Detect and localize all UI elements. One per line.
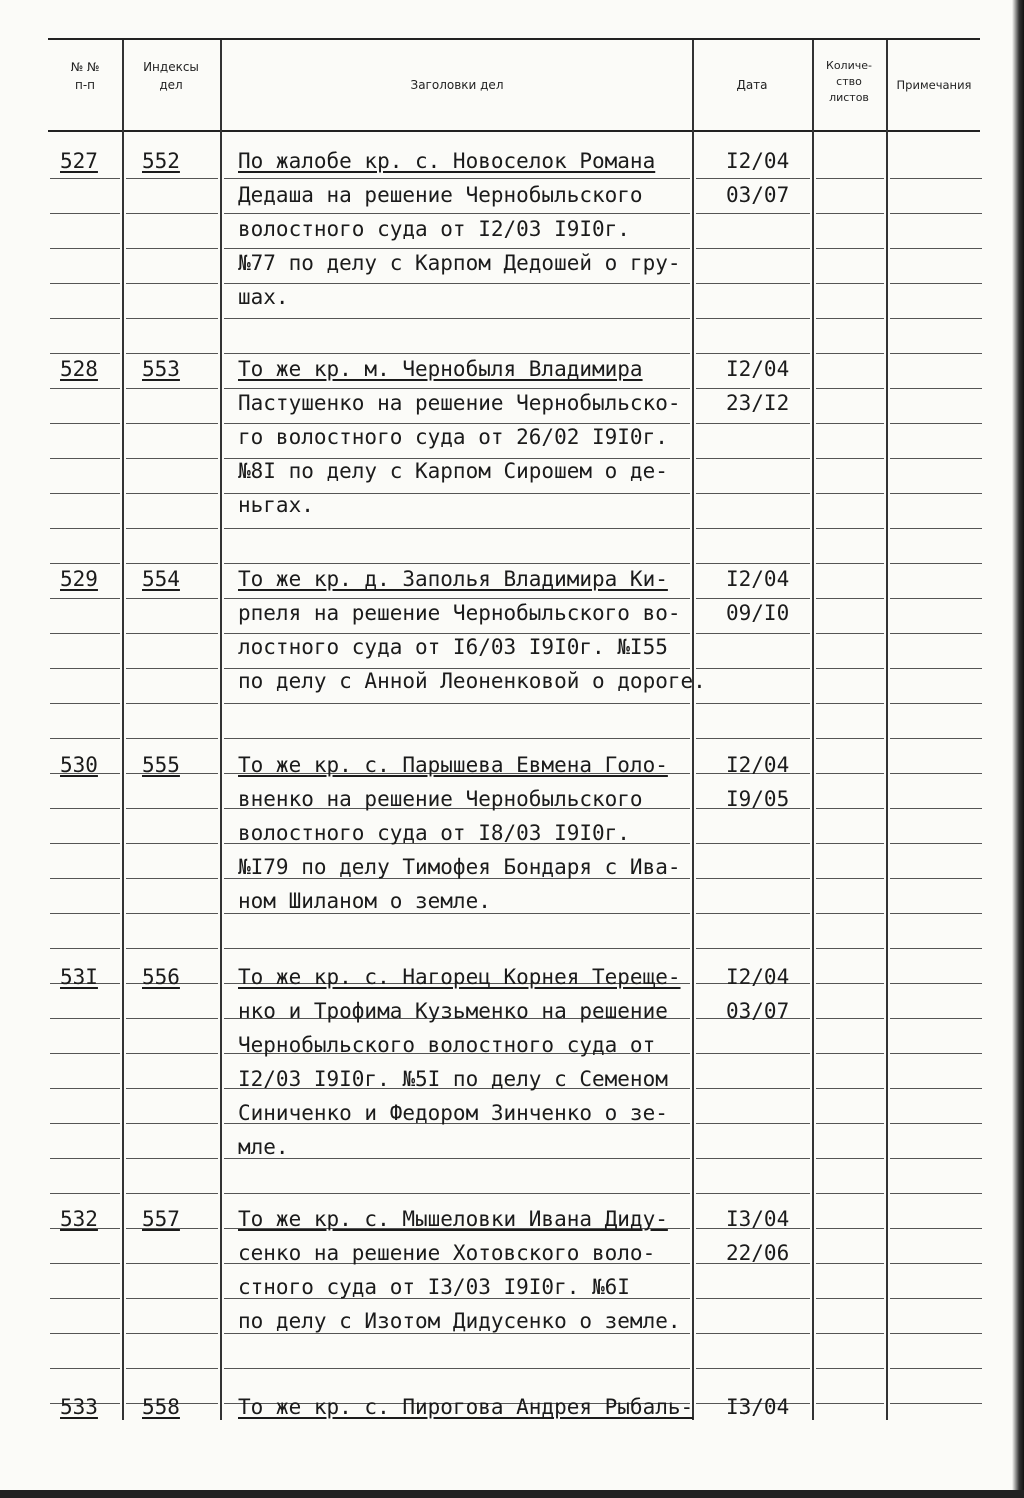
ruled-line [816, 283, 884, 284]
header-index-line2: дел [159, 78, 183, 92]
ruled-line [816, 598, 884, 599]
ruled-line [224, 703, 690, 704]
ruled-line [816, 318, 884, 319]
ruled-line [126, 1333, 218, 1334]
entry-date: 22/06 [726, 1241, 790, 1265]
ruled-line [126, 423, 218, 424]
entry-title-line: То же кр. м. Чернобыля Владимира [238, 357, 643, 381]
ruled-line [224, 178, 690, 179]
ruled-line [50, 913, 120, 914]
ruled-line [126, 598, 218, 599]
ruled-line [890, 388, 982, 389]
ruled-line [50, 178, 120, 179]
ruled-line [126, 1298, 218, 1299]
ruled-line [224, 1193, 690, 1194]
ruled-line [890, 458, 982, 459]
ruled-line [126, 913, 218, 914]
ruled-line [816, 1123, 884, 1124]
column-divider [122, 40, 124, 1420]
header-date: Дата [736, 78, 768, 92]
ruled-line [816, 178, 884, 179]
ruled-line [696, 1123, 810, 1124]
ruled-line [126, 528, 218, 529]
entry-title-line: №I79 по делу Тимофея Бондаря с Ива- [238, 855, 681, 879]
ruled-line [816, 528, 884, 529]
ruled-line [224, 948, 690, 949]
ruled-line [50, 423, 120, 424]
ruled-line [224, 738, 690, 739]
ruled-line [816, 563, 884, 564]
header-count-line3: листов [829, 91, 869, 104]
ruled-line [890, 1333, 982, 1334]
ruled-line [50, 1298, 120, 1299]
ruled-line [696, 948, 810, 949]
ruled-line [50, 1053, 120, 1054]
column-divider [220, 40, 222, 1420]
ruled-line [816, 388, 884, 389]
entry-title-line: По жалобе кр. с. Новоселок Романа [238, 149, 656, 173]
entry-index: 555 [142, 753, 180, 777]
ruled-line [890, 563, 982, 564]
ruled-line [126, 1018, 218, 1019]
ruled-line [890, 668, 982, 669]
ruled-line [50, 633, 120, 634]
entry-title-line: То же кр. с. Парышева Евмена Голо- [238, 753, 668, 777]
ruled-line [126, 1368, 218, 1369]
ruled-line [890, 1018, 982, 1019]
entry-title-line: То же кр. с. Пирогова Андрея Рыбаль- [238, 1395, 694, 1419]
entry-title-line: Дедаша на решение Чернобыльского [238, 183, 643, 207]
ruled-line [224, 528, 690, 529]
ruled-line [126, 948, 218, 949]
ruled-line [816, 1158, 884, 1159]
header-number [52, 58, 118, 94]
ruled-line [126, 388, 218, 389]
ruled-line [816, 353, 884, 354]
ruled-line [126, 668, 218, 669]
ruled-line [890, 1088, 982, 1089]
entry-title-line: рпеля на решение Чернобыльского во- [238, 601, 681, 625]
ruled-line [126, 178, 218, 179]
ruled-line [816, 773, 884, 774]
entry-index: 557 [142, 1207, 180, 1231]
ruled-line [50, 738, 120, 739]
entry-title-line: волостного суда от I2/03 I9I0г. [238, 217, 630, 241]
ruled-line [126, 1053, 218, 1054]
ruled-line [816, 458, 884, 459]
ruled-line [696, 1053, 810, 1054]
ruled-line [816, 1298, 884, 1299]
ruled-line [890, 353, 982, 354]
entry-date: 03/07 [726, 183, 790, 207]
ruled-line [890, 633, 982, 634]
header-count-line1: Количе- [826, 59, 872, 72]
ruled-line [890, 493, 982, 494]
ruled-line [126, 283, 218, 284]
entry-title-line: мле. [238, 1135, 289, 1159]
entry-title-line: лостного суда от I6/03 I9I0г. №I55 [238, 635, 668, 659]
entry-title-line: №77 по делу с Карпом Дедошей о гру- [238, 251, 681, 275]
ruled-line [890, 1403, 982, 1404]
entry-title-line: ньгах. [238, 493, 314, 517]
ruled-line [816, 843, 884, 844]
column-divider [886, 40, 888, 1420]
ruled-line [890, 1193, 982, 1194]
ruled-line [224, 1158, 690, 1159]
ruled-line [890, 913, 982, 914]
ruled-line [224, 318, 690, 319]
ruled-line [126, 703, 218, 704]
ruled-line [890, 703, 982, 704]
entry-number: 532 [60, 1207, 98, 1231]
entry-title-line: вненко на решение Чернобыльского [238, 787, 643, 811]
entry-title-line: То же кр. с. Мышеловки Ивана Дидy- [238, 1207, 668, 1231]
header-sheet-count [812, 58, 886, 106]
ruled-line [50, 878, 120, 879]
ruled-line [126, 1123, 218, 1124]
entry-date: 23/I2 [726, 391, 790, 415]
ruled-line [50, 1088, 120, 1089]
header-index-line1: Индексы [143, 60, 199, 74]
ruled-line [890, 1298, 982, 1299]
ruled-line [50, 1368, 120, 1369]
ruled-line [816, 1403, 884, 1404]
ruled-line [126, 1193, 218, 1194]
ruled-line [126, 248, 218, 249]
ruled-line [696, 1088, 810, 1089]
entry-index: 554 [142, 567, 180, 591]
ruled-line [126, 1158, 218, 1159]
entry-date: 09/I0 [726, 601, 790, 625]
header-top-rule [48, 38, 980, 40]
entry-number: 530 [60, 753, 98, 777]
ruled-line [816, 948, 884, 949]
ruled-line [890, 773, 982, 774]
ruled-line [816, 668, 884, 669]
ruled-line [50, 213, 120, 214]
ruled-line [816, 633, 884, 634]
ruled-line [224, 1368, 690, 1369]
ruled-line [696, 528, 810, 529]
ruled-line [890, 1368, 982, 1369]
ruled-line [890, 423, 982, 424]
ruled-line [816, 1053, 884, 1054]
entry-title-line: волостного суда от I8/03 I9I0г. [238, 821, 630, 845]
entry-title-line: нко и Трофима Кузьменко на решение [238, 999, 668, 1023]
entry-index: 558 [142, 1395, 180, 1419]
entry-number: 528 [60, 357, 98, 381]
header-index [124, 58, 218, 94]
ruled-line [696, 878, 810, 879]
entry-date: I9/05 [726, 787, 790, 811]
entry-date: I3/04 [726, 1207, 790, 1231]
entry-date: I3/04 [726, 1395, 790, 1419]
ruled-line [50, 388, 120, 389]
entry-number: 533 [60, 1395, 98, 1419]
header-count-line2: ство [836, 75, 862, 88]
ruled-line [816, 808, 884, 809]
ruled-line [816, 913, 884, 914]
ruled-line [50, 528, 120, 529]
entry-title-line: шах. [238, 285, 289, 309]
ruled-line [696, 633, 810, 634]
entry-title-line: №8I по делу с Карпом Сирошем о де- [238, 459, 668, 483]
header-bottom-rule [48, 130, 980, 132]
entry-title-line: го волостного суда от 26/02 I9I0г. [238, 425, 668, 449]
scan-edge-right [1012, 0, 1024, 1498]
entry-date: I2/04 [726, 567, 790, 591]
ruled-line [50, 668, 120, 669]
ruled-line [696, 423, 810, 424]
ruled-line [816, 703, 884, 704]
ruled-line [224, 283, 690, 284]
header-notes: Примечания [896, 78, 972, 92]
ruled-line [890, 1053, 982, 1054]
ruled-line [126, 318, 218, 319]
ruled-line [696, 1298, 810, 1299]
ruled-line [696, 248, 810, 249]
ruled-line [696, 913, 810, 914]
entry-title-line: То же кр. д. Заполья Владимира Ки- [238, 567, 668, 591]
ruled-line [890, 178, 982, 179]
ruled-line [50, 318, 120, 319]
entry-date: I2/04 [726, 753, 790, 777]
entry-number: 527 [60, 149, 98, 173]
ruled-line [126, 493, 218, 494]
ruled-line [816, 213, 884, 214]
ruled-line [816, 248, 884, 249]
entry-title-line: Пастушенко на решение Чернобыльско- [238, 391, 681, 415]
entry-date: I2/04 [726, 357, 790, 381]
header-number-line1: № № [70, 60, 100, 74]
ruled-line [890, 843, 982, 844]
ruled-line [816, 1368, 884, 1369]
ruled-line [126, 1088, 218, 1089]
ruled-line [50, 1193, 120, 1194]
ruled-line [50, 808, 120, 809]
ruled-line [816, 1228, 884, 1229]
ruled-line [890, 983, 982, 984]
ruled-line [50, 458, 120, 459]
ruled-line [890, 528, 982, 529]
ruled-line [696, 318, 810, 319]
ruled-line [50, 1158, 120, 1159]
entry-number: 529 [60, 567, 98, 591]
entry-index: 556 [142, 965, 180, 989]
entry-title-line: сенко на решение Хотовского воло- [238, 1241, 656, 1265]
entry-title-line: по делу с Изотом Дидусенко о земле. [238, 1309, 681, 1333]
entry-title-line: ном Шиланом о земле. [238, 889, 491, 913]
entry-date: 03/07 [726, 999, 790, 1023]
ruled-line [696, 283, 810, 284]
entry-title-line: стного суда от I3/03 I9I0г. №6I [238, 1275, 630, 1299]
ruled-line [816, 1333, 884, 1334]
ruled-line [696, 1333, 810, 1334]
ruled-line [816, 983, 884, 984]
scan-edge-bottom [0, 1490, 1024, 1498]
ruled-line [126, 458, 218, 459]
ruled-line [696, 843, 810, 844]
ruled-line [816, 1018, 884, 1019]
ruled-line [126, 843, 218, 844]
ruled-line [696, 493, 810, 494]
entry-title-line: по делу с Анной Леоненковой о дороге. [238, 669, 706, 693]
header-title: Заголовки дел [410, 78, 504, 92]
entry-title-line: Синиченко и Федором Зинченко о зе- [238, 1101, 668, 1125]
ruled-line [50, 493, 120, 494]
ruled-line [890, 808, 982, 809]
ruled-line [890, 1123, 982, 1124]
ruled-line [696, 1193, 810, 1194]
ruled-line [50, 843, 120, 844]
ruled-line [50, 948, 120, 949]
ruled-line [890, 248, 982, 249]
ruled-line [50, 283, 120, 284]
ruled-line [890, 738, 982, 739]
ruled-line [816, 493, 884, 494]
ruled-line [126, 1263, 218, 1264]
ruled-line [50, 598, 120, 599]
ruled-line [696, 703, 810, 704]
header-number-line2: п-п [74, 78, 96, 92]
ruled-line [816, 1193, 884, 1194]
ruled-line [890, 1158, 982, 1159]
entry-date: I2/04 [726, 965, 790, 989]
ruled-line [890, 283, 982, 284]
entry-title-line: То же кр. с. Нагорец Корнея Терещe- [238, 965, 681, 989]
entry-title-line: Чернобыльского волостного суда от [238, 1033, 656, 1057]
ruled-line [50, 1123, 120, 1124]
ruled-line [50, 703, 120, 704]
ruled-line [890, 878, 982, 879]
ruled-line [890, 948, 982, 949]
ruled-line [50, 248, 120, 249]
ruled-line [816, 878, 884, 879]
ruled-line [816, 423, 884, 424]
column-divider [692, 40, 694, 1420]
ruled-line [126, 633, 218, 634]
ruled-line [816, 738, 884, 739]
ruled-line [696, 458, 810, 459]
entry-number: 53I [60, 965, 98, 989]
ruled-line [816, 1263, 884, 1264]
ruled-line [890, 318, 982, 319]
ruled-line [126, 213, 218, 214]
entry-date: I2/04 [726, 149, 790, 173]
entry-index: 553 [142, 357, 180, 381]
ruled-line [890, 598, 982, 599]
ruled-line [816, 1088, 884, 1089]
ruled-line [696, 668, 810, 669]
ruled-line [890, 1228, 982, 1229]
column-divider [812, 40, 814, 1420]
ruled-line [696, 1158, 810, 1159]
ruled-line [126, 738, 218, 739]
ruled-line [50, 1263, 120, 1264]
ruled-line [126, 808, 218, 809]
entry-index: 552 [142, 149, 180, 173]
ruled-line [50, 1333, 120, 1334]
ruled-line [890, 213, 982, 214]
ruled-line [696, 738, 810, 739]
entry-title-line: I2/03 I9I0г. №5I по делу с Семеном [238, 1067, 668, 1091]
ruled-line [126, 878, 218, 879]
ruled-line [696, 178, 810, 179]
ruled-line [50, 1018, 120, 1019]
ruled-line [890, 1263, 982, 1264]
ruled-line [696, 213, 810, 214]
ruled-line [696, 1368, 810, 1369]
